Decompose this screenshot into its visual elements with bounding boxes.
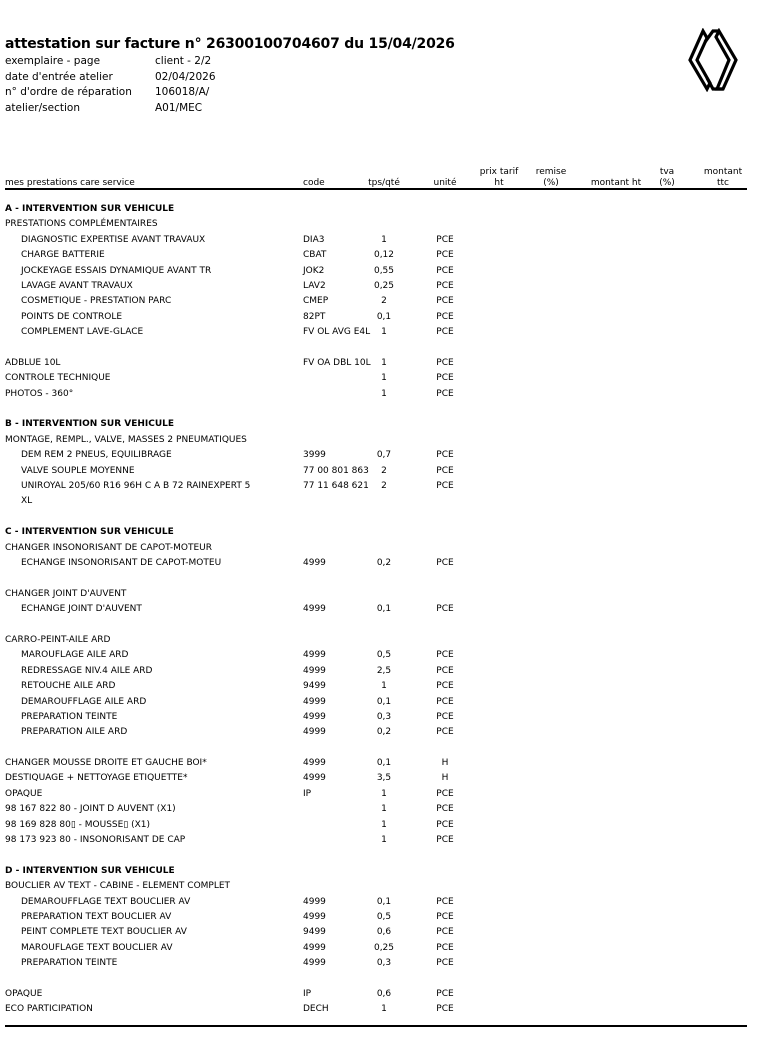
line-label: DESTIQUAGE + NETTOYAGE ETIQUETTE* [5,773,188,784]
line-code: 82PT [303,311,326,322]
table-row [5,664,749,679]
table-row [5,294,749,309]
table-row [5,1002,749,1017]
line-code: 4999 [303,711,326,722]
line-label: PREPARATION TEINTE [21,711,118,722]
table-row [5,217,749,232]
line-unit: PCE [436,988,454,999]
line-unit: PCE [436,788,454,799]
line-unit: PCE [436,942,454,953]
line-unit: PCE [436,481,454,492]
line-code: JOK2 [303,265,325,276]
line-code: 4999 [303,896,326,907]
table-row [5,833,749,848]
line-unit: PCE [436,557,454,568]
line-unit: PCE [436,265,454,276]
line-unit: PCE [436,327,454,338]
line-code: 4999 [303,696,326,707]
line-unit: PCE [436,896,454,907]
header-amount-ht: montant ht [590,177,642,188]
line-code: 4999 [303,758,326,769]
line-qty: 0,12 [373,250,395,261]
line-unit: PCE [436,234,454,245]
line-qty: 1 [381,373,387,384]
line-qty: 0,25 [373,942,395,953]
line-label: BOUCLIER AV TEXT - CABINE - ELEMENT COMPLET [5,881,231,892]
line-qty: 0,5 [376,911,392,922]
line-unit: H [441,758,449,769]
line-code: 3999 [303,450,326,461]
line-label: ECHANGE INSONORISANT DE CAPOT-MOTEU [21,557,222,568]
line-qty: 0,2 [376,557,392,568]
meta-value: A01/MEC [155,101,203,114]
table-row [5,248,749,263]
table-row [5,433,749,448]
service-lines [5,202,749,1018]
line-label: CONTROLE TECHNIQUE [5,373,111,384]
table-row [5,279,749,294]
meta-key: date d'entrée atelier [5,70,113,83]
line-label: OPAQUE [5,988,43,999]
line-label: OPAQUE [5,788,43,799]
line-code: IP [303,788,312,799]
table-row [5,464,749,479]
table-row [5,633,749,648]
line-unit: PCE [436,311,454,322]
line-qty: 3,5 [376,773,392,784]
line-qty: 0,6 [376,927,392,938]
line-label: 98 173 923 80 - INSONORISANT DE CAP [5,835,186,846]
line-label: PRESTATIONS COMPLÉMENTAIRES [5,219,158,230]
line-label: A - INTERVENTION SUR VEHICULE [5,204,175,214]
spacer-row [5,341,749,356]
meta-key: exemplaire - page [5,55,101,67]
spacer-row [5,510,749,525]
line-code: 4999 [303,650,326,661]
table-row [5,494,749,509]
table-row [5,679,749,694]
table-row [5,371,749,386]
spacer-row [5,848,749,863]
table-row [5,356,749,371]
table-row [5,956,749,971]
line-label: DEM REM 2 PNEUS, EQUILIBRAGE [21,450,172,461]
line-code: 4999 [303,773,326,784]
line-code: 9499 [303,681,326,692]
line-qty: 0,7 [376,450,392,461]
line-unit: PCE [436,958,454,969]
line-qty: 2,5 [376,665,392,676]
spacer-row [5,741,749,756]
document-meta [5,54,216,116]
line-unit: PCE [436,465,454,476]
line-label: LAVAGE AVANT TRAVAUX [21,280,133,291]
line-unit: PCE [436,280,454,291]
meta-row [5,85,216,101]
line-unit: PCE [436,819,454,830]
line-code: 77 00 801 863 [303,465,369,476]
table-row [5,264,749,279]
line-label: 98 167 822 80 - JOINT D AUVENT (X1) [5,804,176,815]
table-row [5,756,749,771]
line-label: MONTAGE, REMPL., VALVE, MASSES 2 PNEUMATIQUES [5,434,247,445]
table-row [5,818,749,833]
header-unit: unité [433,177,457,188]
meta-row [5,70,216,86]
line-code: DECH [303,1004,329,1015]
line-label: DIAGNOSTIC EXPERTISE AVANT TRAVAUX [21,234,206,245]
spacer-row [5,402,749,417]
line-unit: PCE [436,1004,454,1015]
table-row [5,556,749,571]
line-code: FV OA DBL 10L [303,357,371,368]
line-qty: 0,1 [376,604,392,615]
line-qty: 1 [381,681,387,692]
table-row [5,648,749,663]
table-row [5,710,749,725]
line-label: POINTS DE CONTROLE [21,311,123,322]
table-row [5,479,749,494]
line-label: MAROUFLAGE AILE ARD [21,650,129,661]
header-vat: tva (%) [659,167,675,188]
line-label: XL [21,496,33,507]
line-qty: 1 [381,835,387,846]
line-unit: PCE [436,727,454,738]
header-discount: remise (%) [535,167,567,188]
line-label: COMPLEMENT LAVE-GLACE [21,327,144,338]
line-code: 4999 [303,958,326,969]
spacer-row [5,571,749,586]
line-qty: 1 [381,357,387,368]
table-row [5,802,749,817]
table-row [5,325,749,340]
section-heading [5,525,749,540]
line-qty: 0,1 [376,311,392,322]
table-row [5,895,749,910]
line-label: PEINT COMPLETE TEXT BOUCLIER AV [21,927,187,938]
line-label: COSMETIQUE - PRESTATION PARC [21,296,172,307]
header-qty: tps/qté [368,177,400,188]
line-code: 4999 [303,557,326,568]
line-qty: 0,25 [373,280,395,291]
line-code: 9499 [303,927,326,938]
line-unit: H [441,773,449,784]
spacer-row [5,972,749,987]
meta-key: atelier/section [5,101,80,114]
header-amount-ttc: montant ttc [703,167,743,188]
meta-row [5,101,216,117]
line-label: PREPARATION TEINTE [21,958,118,969]
line-unit: PCE [436,357,454,368]
meta-key: n° d'ordre de réparation [5,86,132,98]
line-code: FV OL AVG E4L [303,327,371,338]
line-unit: PCE [436,296,454,307]
line-label: PHOTOS - 360° [5,388,74,399]
line-code: DIA3 [303,234,325,245]
line-label: CARRO-PEINT-AILE ARD [5,634,111,645]
line-code: 4999 [303,727,326,738]
line-label: B - INTERVENTION SUR VEHICULE [5,419,175,430]
line-qty: 0,1 [376,896,392,907]
line-label: ADBLUE 10L [5,357,61,368]
line-code: IP [303,988,312,999]
line-label: PREPARATION TEXT BOUCLIER AV [21,911,172,922]
meta-row [5,54,216,70]
line-qty: 2 [381,465,387,476]
header-price: prix tarif ht [479,167,519,188]
line-label: VALVE SOUPLE MOYENNE [21,465,135,476]
table-row [5,941,749,956]
header-label: mes prestations care service [5,177,135,188]
line-code: LAV2 [303,280,326,291]
line-unit: PCE [436,911,454,922]
table-row [5,695,749,710]
line-label: MAROUFLAGE TEXT BOUCLIER AV [21,942,173,953]
line-qty: 2 [381,481,387,492]
header-rule [5,188,747,190]
table-row [5,587,749,602]
document-title: attestation sur facture n° 26300100704607 du 15/04/2026 [5,36,455,52]
line-unit: PCE [436,650,454,661]
line-qty: 1 [381,819,387,830]
table-row [5,787,749,802]
line-label: CHANGER MOUSSE DROITE ET GAUCHE BOI* [5,758,207,769]
table-row [5,310,749,325]
line-label: C - INTERVENTION SUR VEHICULE [5,527,174,538]
line-unit: PCE [436,696,454,707]
line-qty: 0,5 [376,650,392,661]
line-code: 4999 [303,604,326,615]
line-qty: 2 [381,296,387,307]
table-row [5,602,749,617]
table-row [5,879,749,894]
section-heading [5,864,749,879]
line-code: 4999 [303,911,326,922]
section-heading [5,202,749,217]
line-label: ECO PARTICIPATION [5,1004,93,1015]
line-unit: PCE [436,373,454,384]
line-unit: PCE [436,665,454,676]
line-label: REDRESSAGE NIV.4 AILE ARD [21,665,153,676]
line-unit: PCE [436,604,454,615]
table-row [5,987,749,1002]
renault-logo-icon [687,28,739,92]
line-unit: PCE [436,388,454,399]
table-row [5,387,749,402]
line-code: 4999 [303,942,326,953]
line-qty: 0,55 [373,265,395,276]
line-unit: PCE [436,804,454,815]
line-label: JOCKEYAGE ESSAIS DYNAMIQUE AVANT TR [21,265,212,276]
meta-value: client - 2/2 [155,55,212,67]
meta-value: 106018/A/ [155,86,210,98]
line-unit: PCE [436,711,454,722]
line-unit: PCE [436,927,454,938]
meta-value: 02/04/2026 [155,70,216,83]
line-qty: 1 [381,327,387,338]
table-row [5,925,749,940]
line-code: 4999 [303,665,326,676]
line-qty: 1 [381,1004,387,1015]
table-row [5,771,749,786]
table-row [5,910,749,925]
line-qty: 1 [381,788,387,799]
line-label: ECHANGE JOINT D'AUVENT [21,604,142,615]
line-label: DEMAROUFFLAGE TEXT BOUCLIER AV [21,896,191,907]
line-label: DEMAROUFFLAGE AILE ARD [21,696,147,707]
section-heading [5,417,749,432]
line-unit: PCE [436,450,454,461]
line-label: RETOUCHE AILE ARD [21,681,116,692]
line-qty: 1 [381,804,387,815]
line-code: CBAT [303,250,327,261]
line-qty: 0,1 [376,758,392,769]
table-row [5,541,749,556]
line-label: CHARGE BATTERIE [21,250,105,261]
line-unit: PCE [436,835,454,846]
line-qty: 0,6 [376,988,392,999]
line-qty: 0,1 [376,696,392,707]
line-code: 77 11 648 621 [303,481,369,492]
table-row [5,233,749,248]
line-qty: 1 [381,234,387,245]
table-header [5,164,749,188]
line-qty: 0,2 [376,727,392,738]
line-label: D - INTERVENTION SUR VEHICULE [5,865,175,876]
line-label: CHANGER JOINT D'AUVENT [5,588,127,599]
footer-rule [5,1025,747,1027]
line-label: PREPARATION AILE ARD [21,727,128,738]
line-label: CHANGER INSONORISANT DE CAPOT-MOTEUR [5,542,212,553]
table-row [5,725,749,740]
table-row [5,448,749,463]
line-unit: PCE [436,681,454,692]
line-qty: 0,3 [376,711,392,722]
line-unit: PCE [436,250,454,261]
line-label: 98 169 828 80▯ - MOUSSE▯ (X1) [5,819,151,830]
line-qty: 0,3 [376,958,392,969]
line-label: UNIROYAL 205/60 R16 96H C A B 72 RAINEXPERT 5 [21,481,251,492]
header-code: code [303,177,325,188]
line-code: CMEP [303,296,329,307]
line-qty: 1 [381,388,387,399]
spacer-row [5,618,749,633]
